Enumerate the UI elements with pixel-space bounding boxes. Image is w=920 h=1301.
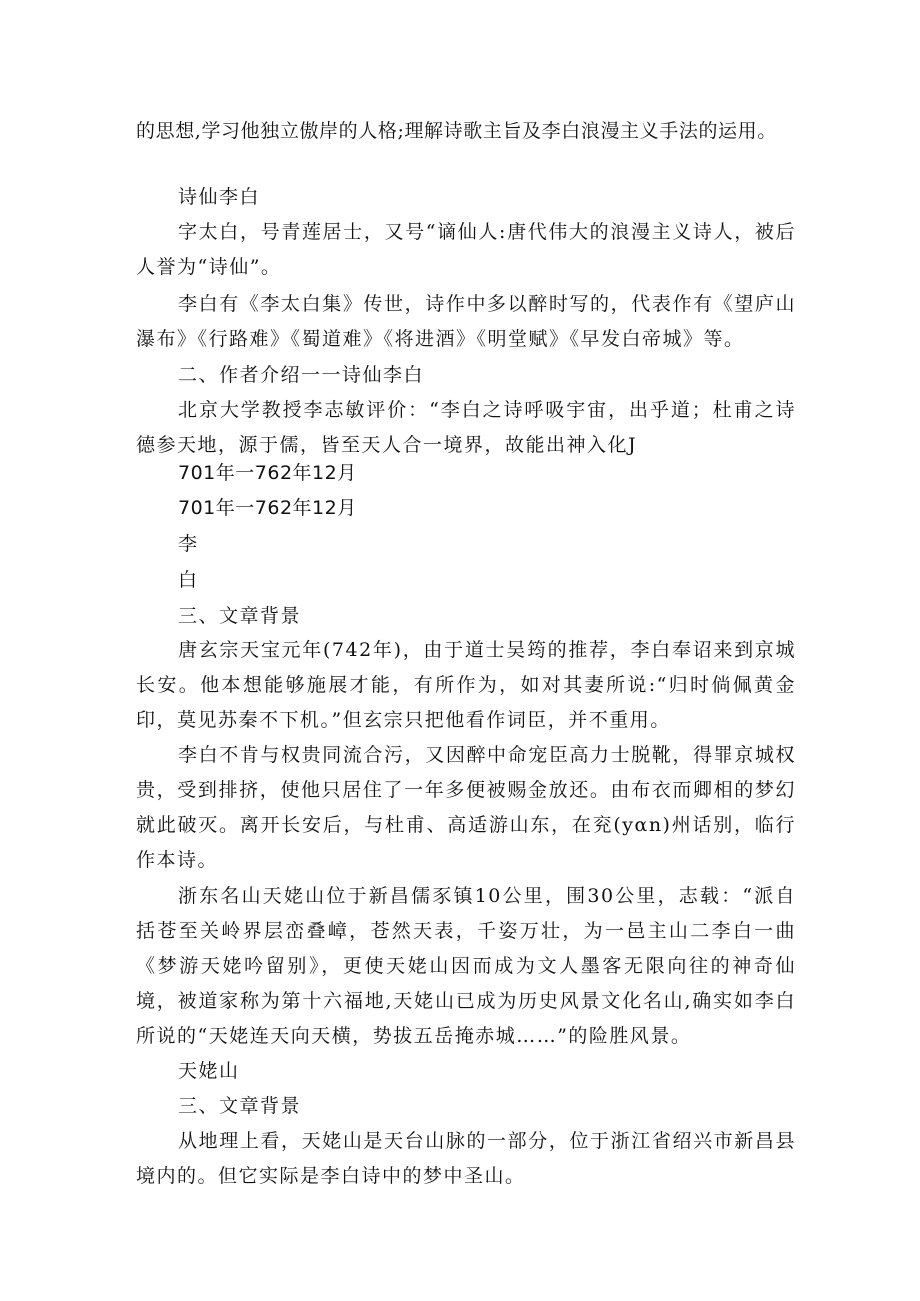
intro-continuation-line: 的思想,学习他独立傲岸的人格;理解诗歌主旨及李白浪漫主义手法的运用。 <box>136 120 777 142</box>
dates-line-1: 701年一762年12月 <box>178 462 357 484</box>
heading-poet-immortal: 诗仙李白 <box>178 186 261 208</box>
section-heading-background-2: 三、文章背景 <box>178 1095 302 1117</box>
paragraph-professor-evaluation: 北京大学教授李志敏评价：“李白之诗呼吸宇宙，出乎道；杜甫之诗德参天地，源于儒，皆至天人合一境界，故能出神入化J <box>136 399 796 456</box>
paragraph-geography: 从地理上看，天姥山是天台山脉的一部分，位于浙江省绍兴市新昌县境内的。但它实际是李白诗中的梦中圣山。 <box>136 1130 796 1187</box>
paragraph-tianbao-year: 唐玄宗天宝元年(742年)，由于道士吴筠的推荐，李白奉诏来到京城长安。他本想能够施展才能，有所作为，如对其妻所说:“归时倘佩黄金印，莫见苏秦不下机。”但玄宗只把他看作词臣，并不重用。 <box>136 639 796 731</box>
paragraph-tianmu-mountain: 浙东名山天姥山位于新昌儒豕镇10公里，围30公里，志载：“派自括苍至关岭界层峦叠嶂，苍然天表，千姿万壮，为一邑主山二李白一曲《梦游天姥吟留别》，更使天姥山因而成为文人墨客无限向往的神奇仙境，被道家称为第十六福地,天姥山已成为历史风景文化名山,确实如李白所说的“天姥连天向天横，势拔五岳掩赤城……”的险胜风景。 <box>136 885 796 1047</box>
section-heading-author-intro: 二、作者介绍一一诗仙李白 <box>178 364 425 386</box>
name-char-bai: 白 <box>178 569 199 591</box>
heading-tianmu-mountain: 天姥山 <box>178 1060 240 1082</box>
section-heading-background: 三、文章背景 <box>178 605 302 627</box>
paragraph-representative-works: 李白有《李太白集》传世，诗作中多以醉时写的，代表作有《望庐山瀑布》《行路难》《蜀道难》《将进酒》《明堂赋》《早发白帝城》等。 <box>136 293 796 350</box>
name-char-li: 李 <box>178 533 199 555</box>
paragraph-refuse-powerful: 李白不肯与权贵同流合污，又因醉中命宠臣高力士脱靴，得罪京城权贵，受到排挤，使他只居住了一年多便被赐金放还。由布衣而卿相的梦幻就此破灭。离开长安后，与杜甫、高适游山东，在兖(yαn)州话别，临行作本诗。 <box>136 744 796 871</box>
paragraph-courtesy-name: 字太白，号青莲居士，又号“谪仙人:唐代伟大的浪漫主义诗人，被后人誉为“诗仙”。 <box>136 221 796 278</box>
dates-line-2: 701年一762年12月 <box>178 497 357 519</box>
